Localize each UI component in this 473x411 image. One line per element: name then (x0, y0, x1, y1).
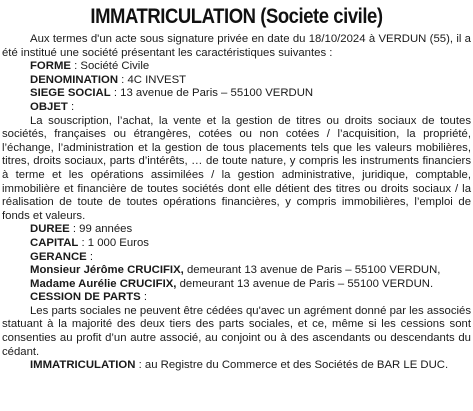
forme-value: : Société Civile (70, 60, 150, 73)
manager-line (2, 278, 471, 292)
gerance-separator: : (86, 250, 94, 263)
immatriculation-value: : au Registre du Commerce et des Sociétés de BAR LE DUC. (135, 359, 449, 372)
notice-title: IMMATRICULATION (Societe civile) (90, 5, 383, 28)
immatriculation-label: IMMATRICULATION (30, 359, 136, 372)
forme-line (2, 60, 471, 74)
duree-label: DUREE (30, 223, 70, 236)
manager-name: Monsieur Jérôme CRUCIFIX, (30, 264, 184, 277)
denomination-label: DENOMINATION (30, 73, 119, 86)
capital-line (2, 237, 471, 251)
gerance-label: GERANCE (30, 250, 87, 263)
manager-address: demeurant 13 avenue de Paris – 55100 VERDUN. (176, 277, 434, 290)
siege-line (2, 87, 471, 101)
cession-heading (2, 291, 471, 305)
siege-label: SIEGE SOCIAL (30, 87, 111, 100)
capital-value: : 1 000 Euros (78, 236, 149, 249)
manager-name: Madame Aurélie CRUCIFIX, (30, 277, 177, 290)
siege-value: : 13 avenue de Paris – 55100 VERDUN (110, 87, 314, 100)
objet-paragraph: La souscription, l’achat, la vente et la gestion de titres ou droits sociaux de toutes sociétés, françaises ou étrangères, cotées ou non cotées / l’acquisition, la propriété, l’échange, l’administration et la gestion de tous placements tels que les valeurs mobilières, titres, droits sociaux, parts d’intérêts, … de toute nature, y compris les instruments financiers à terme et les opérations assimilées / la gestion administrative, juridique, comptable, immobilière et financière de toutes sociétés dont elle détient des titres ou droits sociaux / la réalisation de toute de toutes opérations financières, y compris immobilières, l’emploi de fonds et valeurs. (2, 114, 471, 222)
duree-value: : 99 années (69, 223, 133, 236)
gerance-heading (2, 251, 471, 265)
cession-paragraph: Les parts sociales ne peuvent être cédées qu'avec un agrément donné par les associés statuant à la majorité des deux tiers des parts sociales, et ce, même si les cessions sont consenties au profit d’un autre associé, au conjoint ou à des ascendants ou descendants du cédant. (2, 304, 471, 358)
denomination-value: : 4C INVEST (118, 73, 187, 86)
objet-label: OBJET (30, 100, 68, 113)
manager-address: demeurant 13 avenue de Paris – 55100 VERDUN, (183, 264, 441, 277)
immatriculation-line (2, 359, 471, 373)
objet-separator: : (67, 100, 75, 113)
objet-heading (2, 101, 471, 115)
capital-label: CAPITAL (30, 236, 79, 249)
intro-paragraph: Aux termes d'un acte sous signature privée en date du 18/10/2024 à VERDUN (55), il a été institué une société présentant les caractéristiques suivantes : (2, 33, 471, 59)
cession-separator: : (140, 291, 148, 304)
cession-label: CESSION DE PARTS (30, 291, 141, 304)
denomination-line (2, 74, 471, 88)
manager-line (2, 264, 471, 278)
duree-line (2, 223, 471, 237)
forme-label: FORME (30, 60, 71, 73)
